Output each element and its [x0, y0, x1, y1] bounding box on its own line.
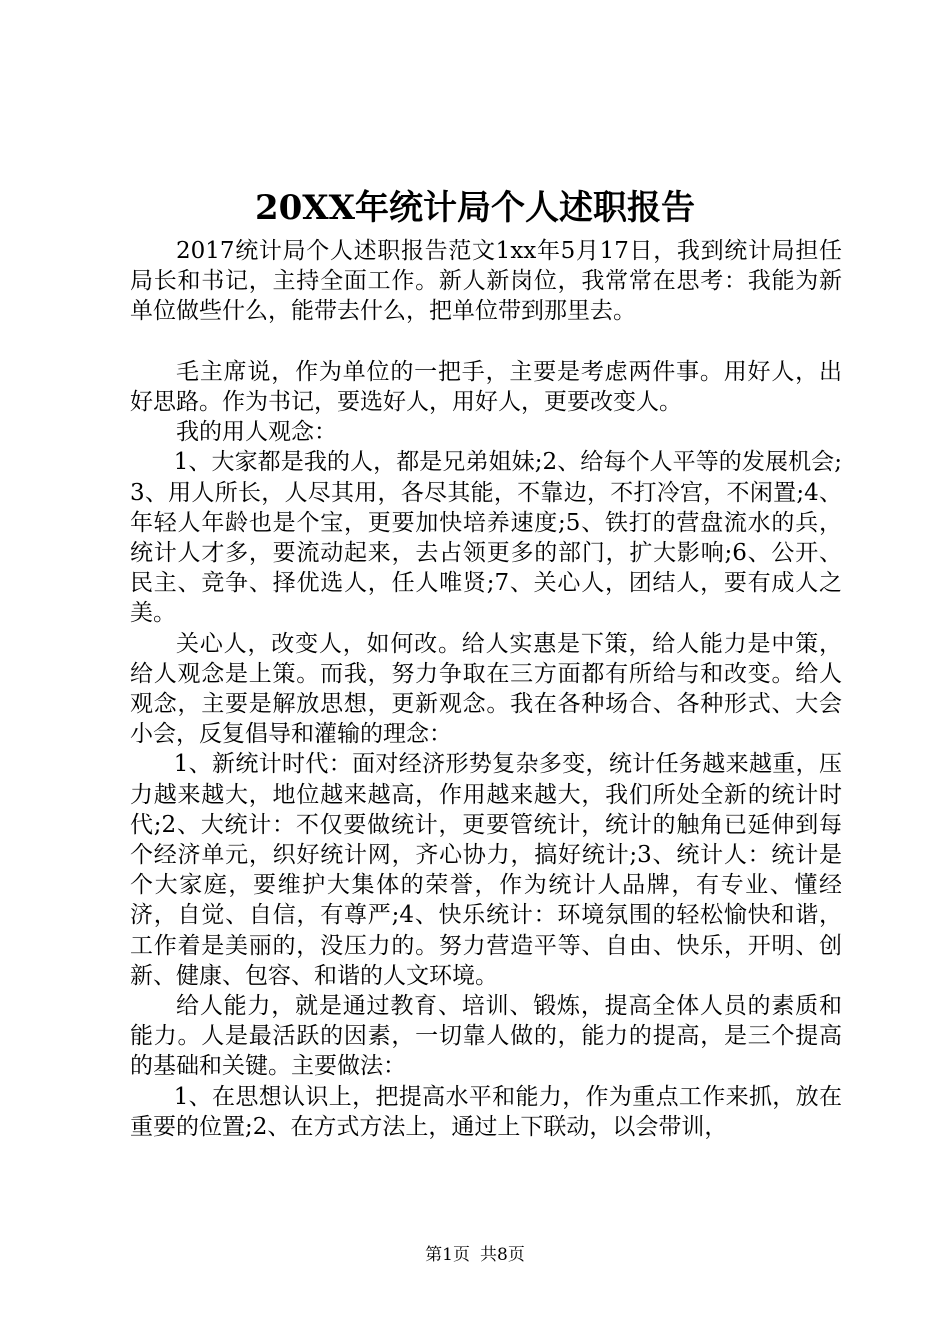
- document-title: 20XX年统计局个人述职报告: [254, 188, 696, 228]
- document-body: [130, 236, 842, 1142]
- paragraph-intro: 2017统计局个人述职报告范文1xx年5月17日，我到统计局担任局长和书记，主持全面工作。新人新岗位，我常常在思考：我能为新单位做些什么，能带去什么，把单位带到那里去。: [130, 238, 842, 325]
- paragraph-ability: 给人能力，就是通过教育、培训、锻炼，提高全体人员的素质和能力。人是最活跃的因素，一切靠人做的，能力的提高，是三个提高的基础和关键。主要做法：: [130, 993, 842, 1080]
- paragraph-changing-people: 关心人，改变人，如何改。给人实惠是下策，给人能力是中策，给人观念是上策。而我，努力争取在三方面都有所给与和改变。给人观念，主要是解放思想，更新观念。我在各种场合、各种形式、大会小会，反复倡导和灌输的理念：: [130, 630, 842, 748]
- page-total: 共8页: [480, 1245, 525, 1265]
- page-number: 第1页: [425, 1245, 470, 1265]
- page-footer: [0, 1244, 950, 1266]
- paragraph-hiring-list: 1、大家都是我的人，都是兄弟姐妹;2、给每个人平等的发展机会;3、用人所长，人尽其用，各尽其能，不靠边，不打冷宫，不闲置;4、年轻人年龄也是个宝，更要加快培养速度;5、铁打的营盘流水的兵，统计人才多，要流动起来，去占领更多的部门，扩大影响;6、公开、民主、竞争、择优选人，任人唯贤;7、关心人，团结人，要有成人之美。: [130, 449, 842, 627]
- paragraph-chairman-quote: 毛主席说，作为单位的一把手，主要是考虑两件事。用好人，出好思路。作为书记，要选好人，用好人，更要改变人。: [130, 358, 842, 415]
- paragraph-spacer: [130, 327, 842, 357]
- paragraph-concepts-list: 1、新统计时代：面对经济形势复杂多变，统计任务越来越重，压力越来越大，地位越来越高，作用越来越大，我们所处全新的统计时代;2、大统计：不仅要做统计，更要管统计，统计的触角已延伸到每个经济单元，织好统计网，齐心协力，搞好统计;3、统计人：统计是个大家庭，要维护大集体的荣誉，作为统计人品牌，有专业、懂经济，自觉、自信，有尊严;4、快乐统计：环境氛围的轻松愉快和谐，工作着是美丽的，没压力的。努力营造平等、自由、快乐，开明、创新、健康、包容、和谐的人文环境。: [130, 751, 842, 989]
- paragraph-methods-list: 1、在思想认识上，把提高水平和能力，作为重点工作来抓，放在重要的位置;2、在方式方法上，通过上下联动，以会带训，: [130, 1083, 842, 1140]
- paragraph-hiring-heading: 我的用人观念：: [176, 419, 337, 446]
